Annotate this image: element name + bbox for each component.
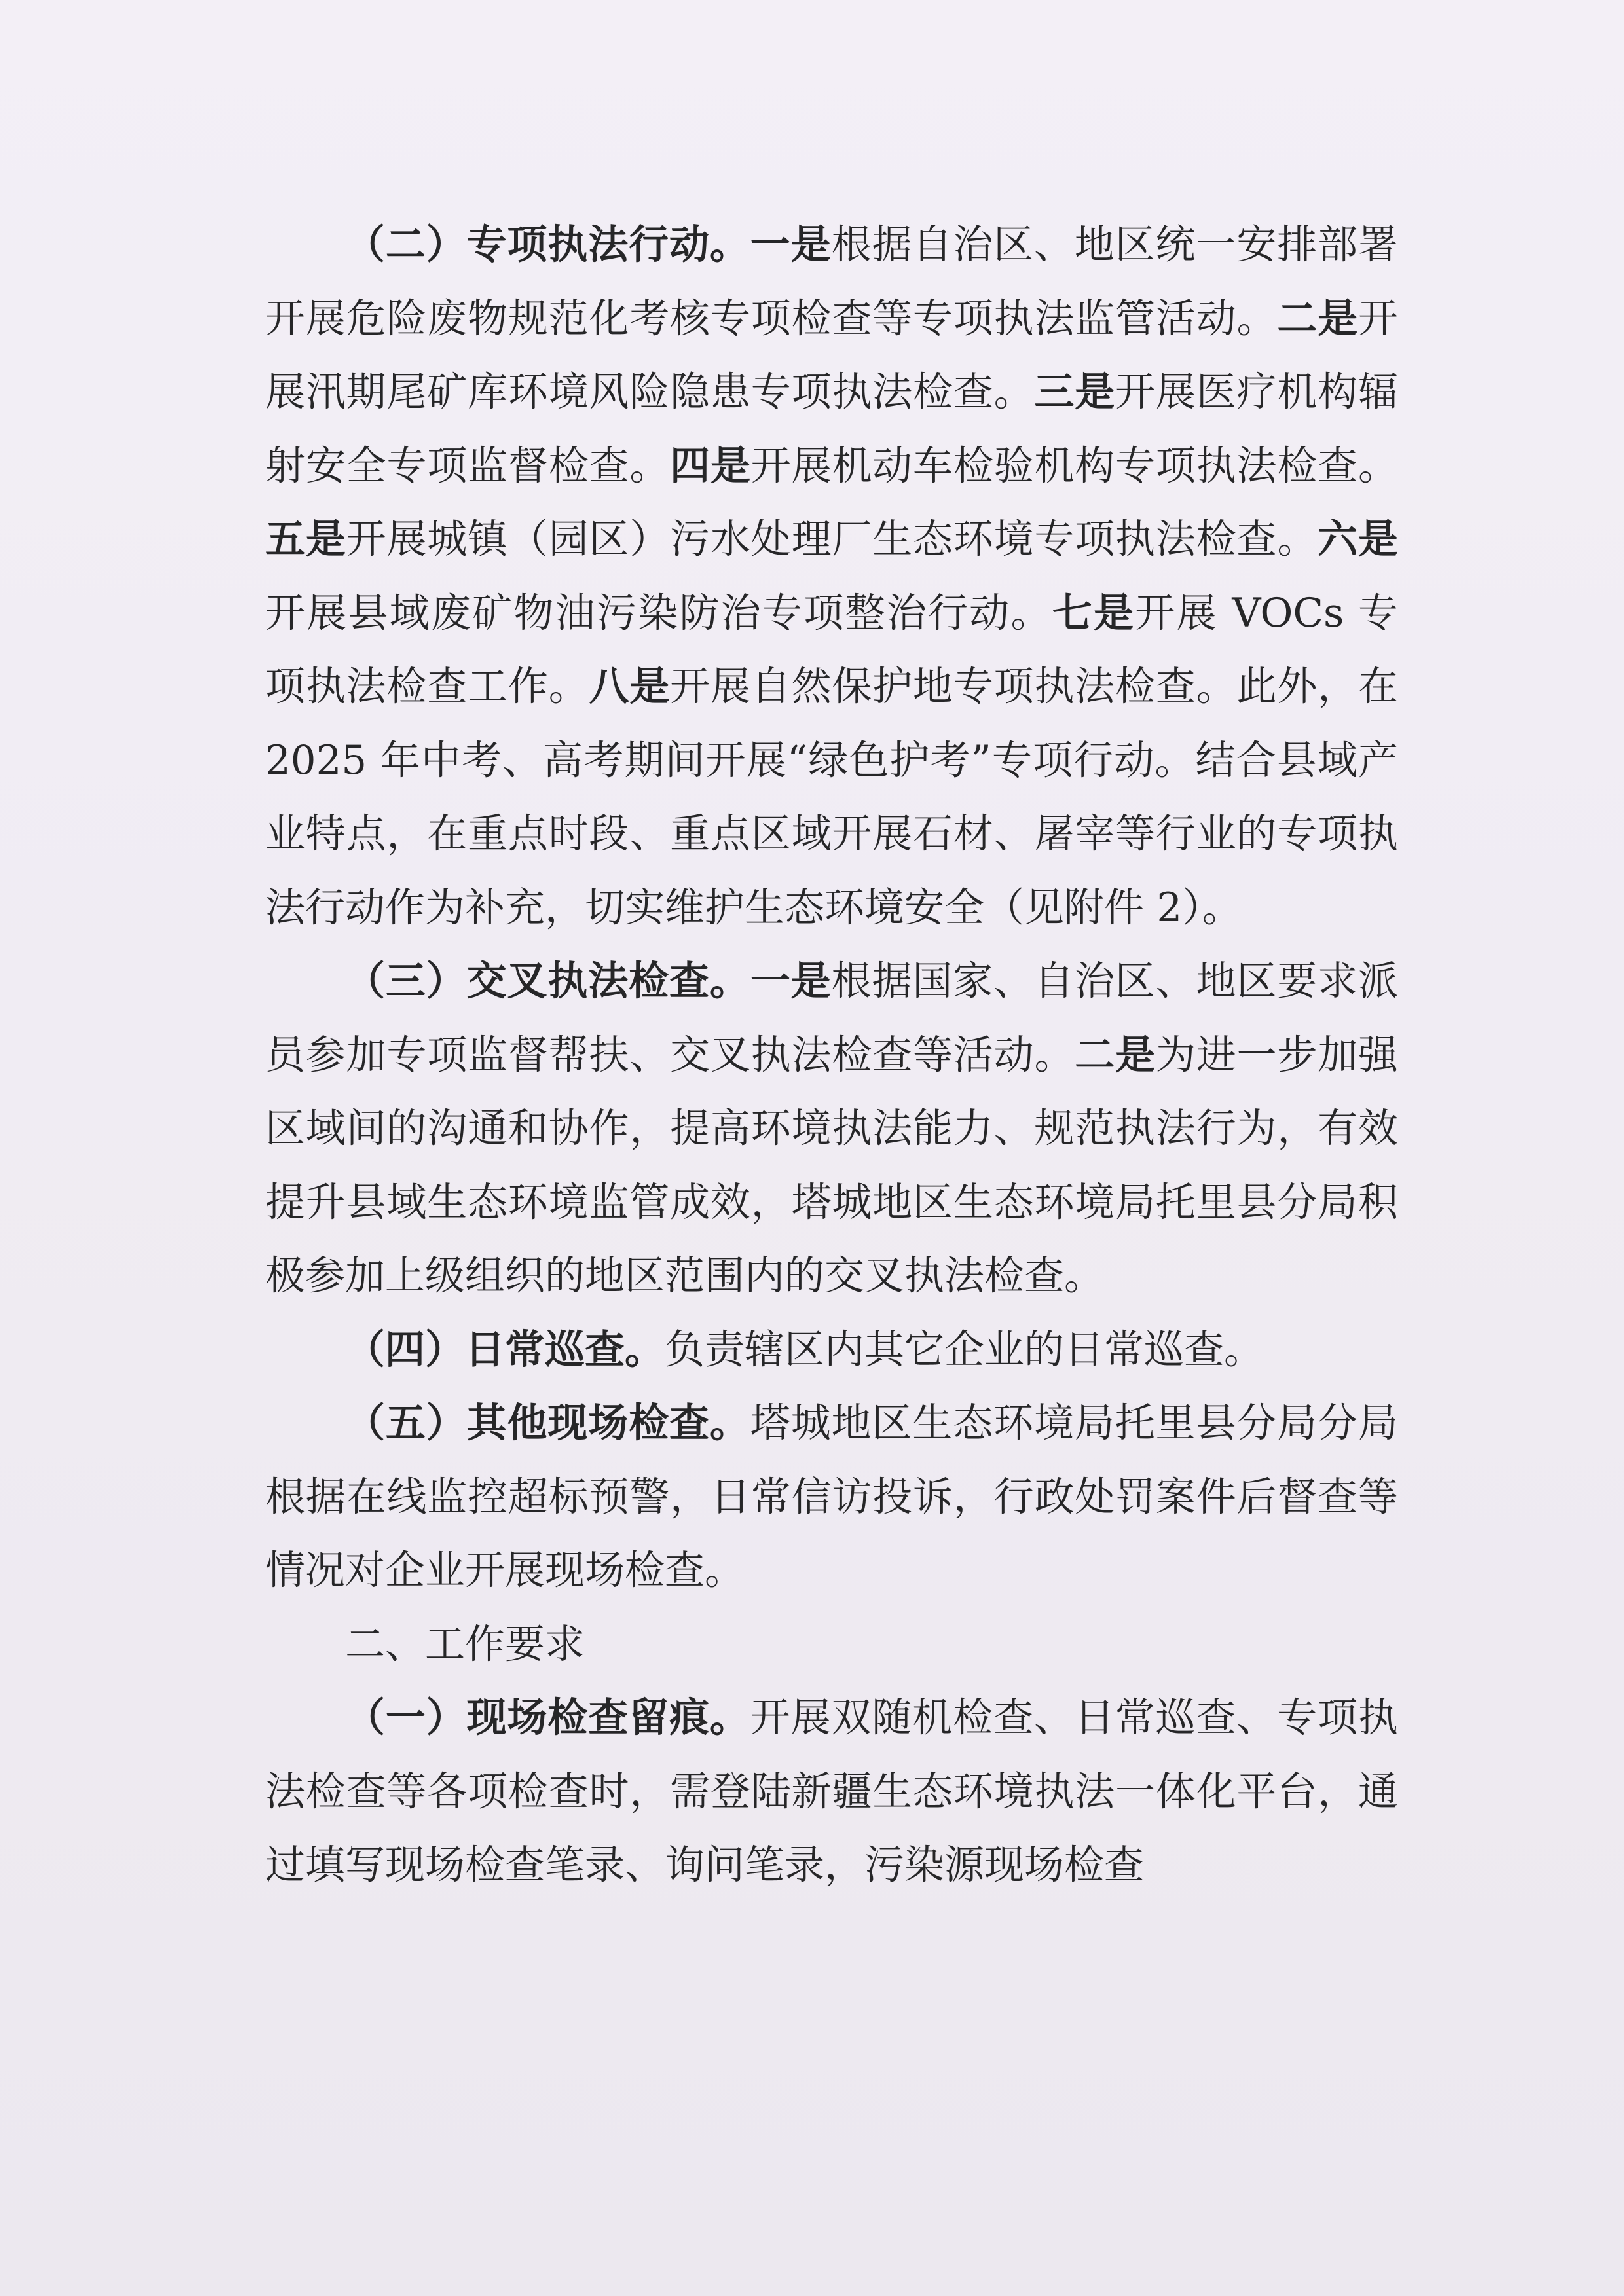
paragraph-cross-enforcement: （三）交叉执法检查。一是根据国家、自治区、地区要求派员参加专项监督帮扶、交叉执法检查等活动。二是为进一步加强区域间的沟通和协作，提高环境执法能力、规范执法行为，有效提升县域生态环境监管成效，塔城地区生态环境局托里县分局积极参加上级组织的地区范围内的交叉执法检查。 (265, 958, 1398, 1299)
paragraph-lead: （四）日常巡查。 (345, 1326, 665, 1373)
paragraph-special-enforcement: （二）专项执法行动。一是根据自治区、地区统一安排部署开展危险废物规范化考核专项检查等专项执法监管活动。二是开展汛期尾矿库环境风险隐患专项执法检查。三是开展医疗机构辐射安全专项监督检查。四是开展机动车检验机构专项执法检查。五是开展城镇（园区）污水处理厂生态环境专项执法检查。六是开展县域废矿物油污染防治专项整治行动。七是开展 VOCs 专项执法检查工作。八是开展自然保护地专项执法检查。此外，在 2025 年中考、高考期间开展“绿色护考”专项行动。结合县域产业特点，在重点时段、重点区域开展石材、屠宰等行业的专项执法行动作为补充，切实维护生态环境安全（见附件 2）。 (265, 221, 1398, 931)
paragraph-lead: （一）现场检查留痕。 (345, 1694, 750, 1741)
paragraph-other-inspection: （五）其他现场检查。塔城地区生态环境局托里县分局分局根据在线监控超标预警，日常信访投诉，行政处罚案件后督查等情况对企业开展现场检查。 (265, 1400, 1398, 1594)
paragraph-lead: （五）其他现场检查。 (345, 1400, 750, 1446)
paragraph-lead: （二）专项执法行动。 (345, 221, 750, 268)
paragraph-daily-patrol: （四）日常巡查。负责辖区内其它企业的日常巡查。 (345, 1326, 1264, 1373)
section-heading: 二、工作要求 (345, 1620, 585, 1667)
document-body (265, 208, 1398, 1903)
paragraph-inspection-trace: （一）现场检查留痕。开展双随机检查、日常巡查、专项执法检查等各项检查时，需登陆新疆生态环境执法一体化平台，通过填写现场检查笔录、询问笔录，污染源现场检查 (265, 1694, 1398, 1888)
paragraph-lead: （三）交叉执法检查。 (345, 958, 750, 1004)
